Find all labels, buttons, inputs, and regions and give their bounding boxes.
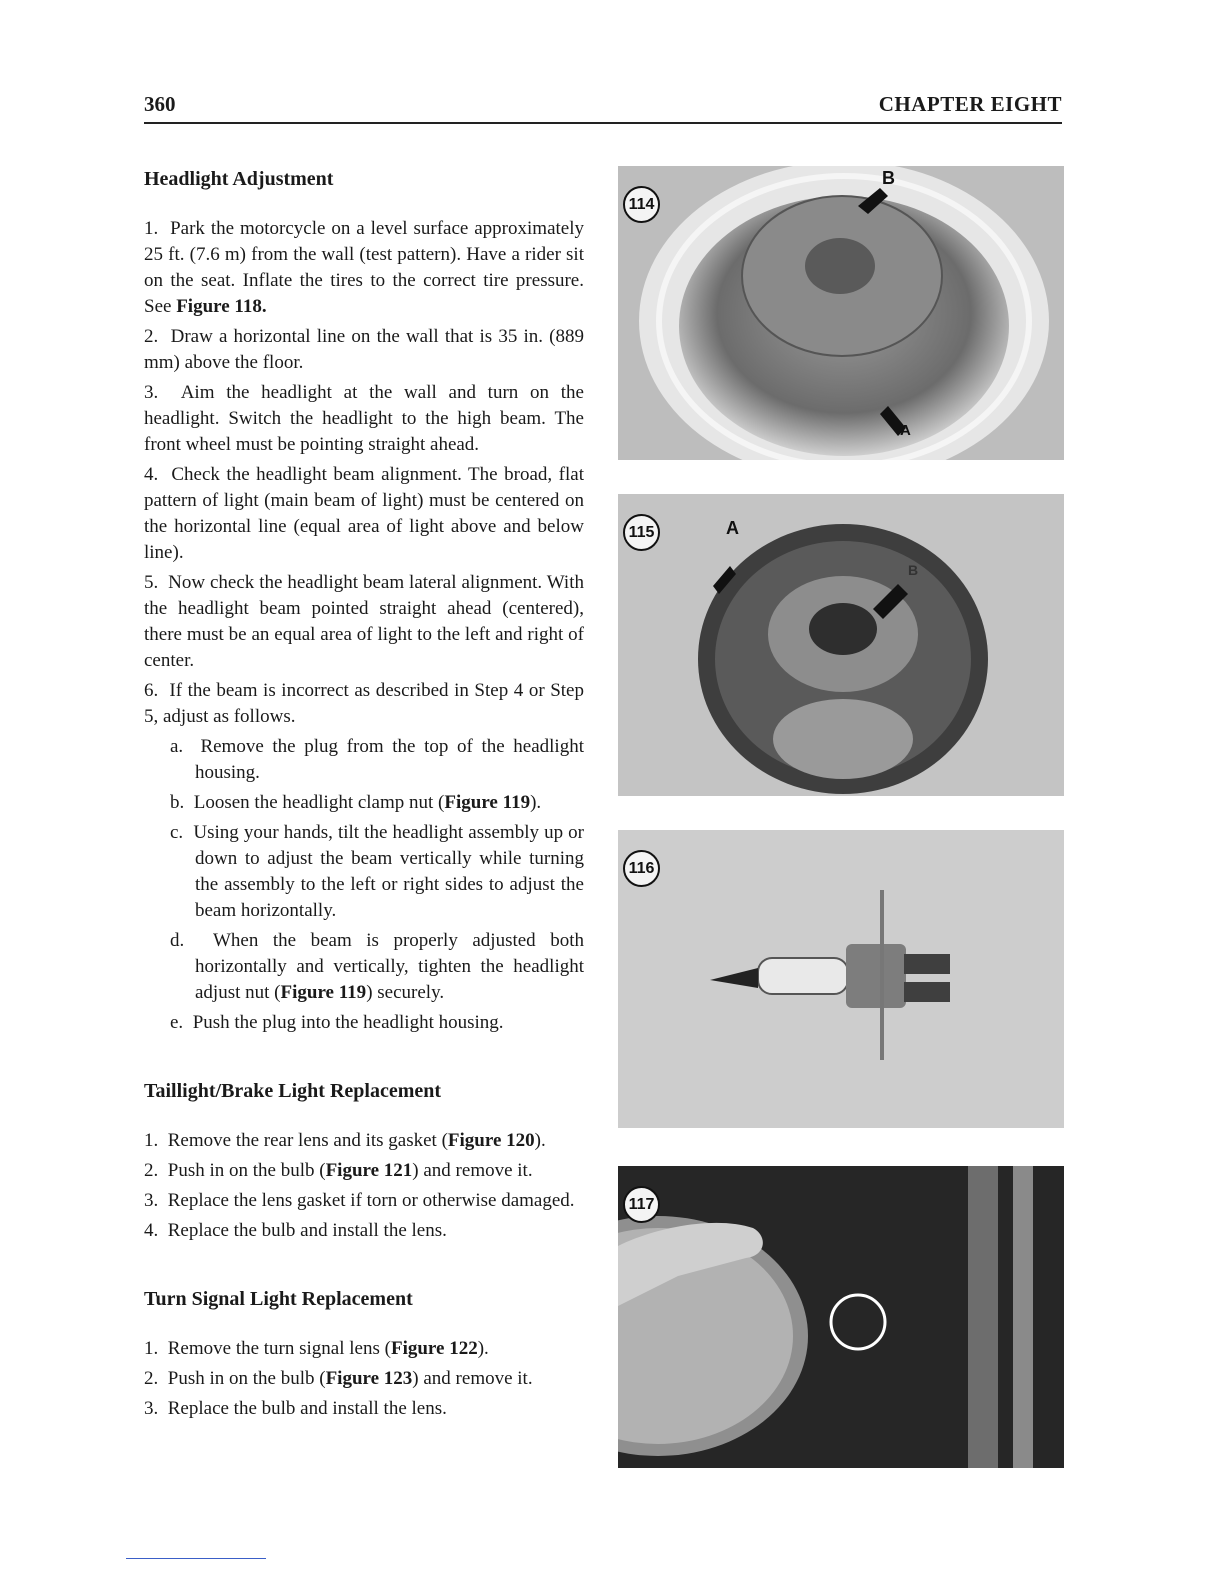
headlight-substep-e: e. Push the plug into the headlight housing. xyxy=(170,1012,504,1033)
headlight-step-6: 6. If the beam is incorrect as described in Step 4 or Step 5, adjust as follows. xyxy=(144,680,584,727)
headlight-step-4: 4. Check the headlight beam alignment. The broad, flat pattern of light (main beam of light) must be centered on the horizontal line (equal area of light above and below line). xyxy=(144,464,585,563)
figure-ref[interactable]: Figure 121 xyxy=(325,1160,413,1181)
figure-115 xyxy=(618,494,1064,796)
footer-rule xyxy=(126,1558,266,1559)
turnsignal-step-3: 3. Replace the bulb and install the lens. xyxy=(144,1398,447,1419)
figure-ref[interactable]: Figure 119 xyxy=(280,982,367,1003)
turnsignal-step-1: 1. Remove the turn signal lens (Figure 122). xyxy=(144,1338,489,1359)
turnsignal-step-2: 2. Push in on the bulb (Figure 123) and remove it. xyxy=(144,1368,533,1389)
figure-ref[interactable]: Figure 122 xyxy=(390,1338,478,1359)
figure-number-badge: 114 xyxy=(623,186,660,223)
callout-label-a: A xyxy=(900,422,911,439)
headlight-socket-photo-icon xyxy=(618,494,1064,796)
headlight-bulb-cover-photo-icon xyxy=(618,166,1064,460)
figure-ref[interactable]: Figure 118 xyxy=(176,296,262,317)
page-number: 360 xyxy=(144,92,176,116)
figure-ref[interactable]: Figure 123 xyxy=(325,1368,413,1389)
chapter-title: CHAPTER EIGHT xyxy=(878,92,1062,116)
headlight-substep-a: a. Remove the plug from the top of the headlight housing. xyxy=(170,736,584,783)
figure-114 xyxy=(618,166,1064,460)
callout-label-a: A xyxy=(726,518,739,538)
callout-label-b: B xyxy=(908,562,919,578)
page-header xyxy=(144,92,1062,124)
headlight-substep-c: c. Using your hands, tilt the headlight assembly up or down to adjust the beam vertically while turning the assembly to the left or right sides to adjust the beam horizontally. xyxy=(170,822,584,921)
headlight-step-5: 5. Now check the headlight beam lateral alignment. With the headlight beam pointed straight ahead (centered), there must be an equal area of light to the left and right of center. xyxy=(144,572,584,671)
figure-number-badge: 115 xyxy=(623,514,660,551)
headlight-substep-b: b. Loosen the headlight clamp nut (Figure 119). xyxy=(170,792,542,813)
headlight-step-2: 2. Draw a horizontal line on the wall that is 35 in. (889 mm) above the floor. xyxy=(144,326,585,373)
callout-label-b: B xyxy=(882,168,895,188)
figure-ref[interactable]: Figure 119 xyxy=(444,792,531,813)
section-heading-headlight: Headlight Adjustment xyxy=(144,168,334,190)
taillight-step-3: 3. Replace the lens gasket if torn or otherwise damaged. xyxy=(144,1190,575,1211)
section-heading-turn-signal: Turn Signal Light Replacement xyxy=(144,1288,413,1310)
figure-117 xyxy=(618,1166,1064,1468)
taillight-step-2: 2. Push in on the bulb (Figure 121) and remove it. xyxy=(144,1160,533,1181)
figure-ref[interactable]: Figure 120 xyxy=(447,1130,535,1151)
figure-116 xyxy=(618,830,1064,1128)
text-column xyxy=(144,166,584,1426)
headlight-substep-d: d. When the beam is properly adjusted both horizontally and vertically, tighten the headlight adjust nut (Figure 119) securely. xyxy=(170,930,584,1003)
headlight-clamp-nut-photo-icon xyxy=(618,1166,1064,1468)
figure-number-badge: 116 xyxy=(623,850,660,887)
headlight-step-1: 1. Park the motorcycle on a level surface approximately 25 ft. (7.6 m) from the wall (test pattern). Have a rider sit on the seat. Inflate the tires to the correct tire pressure. See Figure 118. xyxy=(144,218,584,317)
halogen-bulb-photo-icon xyxy=(618,830,1064,1128)
taillight-step-1: 1. Remove the rear lens and its gasket (Figure 120). xyxy=(144,1130,546,1151)
headlight-step-3: 3. Aim the headlight at the wall and turn on the headlight. Switch the headlight to the high beam. The front wheel must be pointing straight ahead. xyxy=(144,382,584,455)
section-heading-taillight: Taillight/Brake Light Replacement xyxy=(144,1080,442,1102)
taillight-step-4: 4. Replace the bulb and install the lens. xyxy=(144,1220,447,1241)
figure-number-badge: 117 xyxy=(623,1186,660,1223)
